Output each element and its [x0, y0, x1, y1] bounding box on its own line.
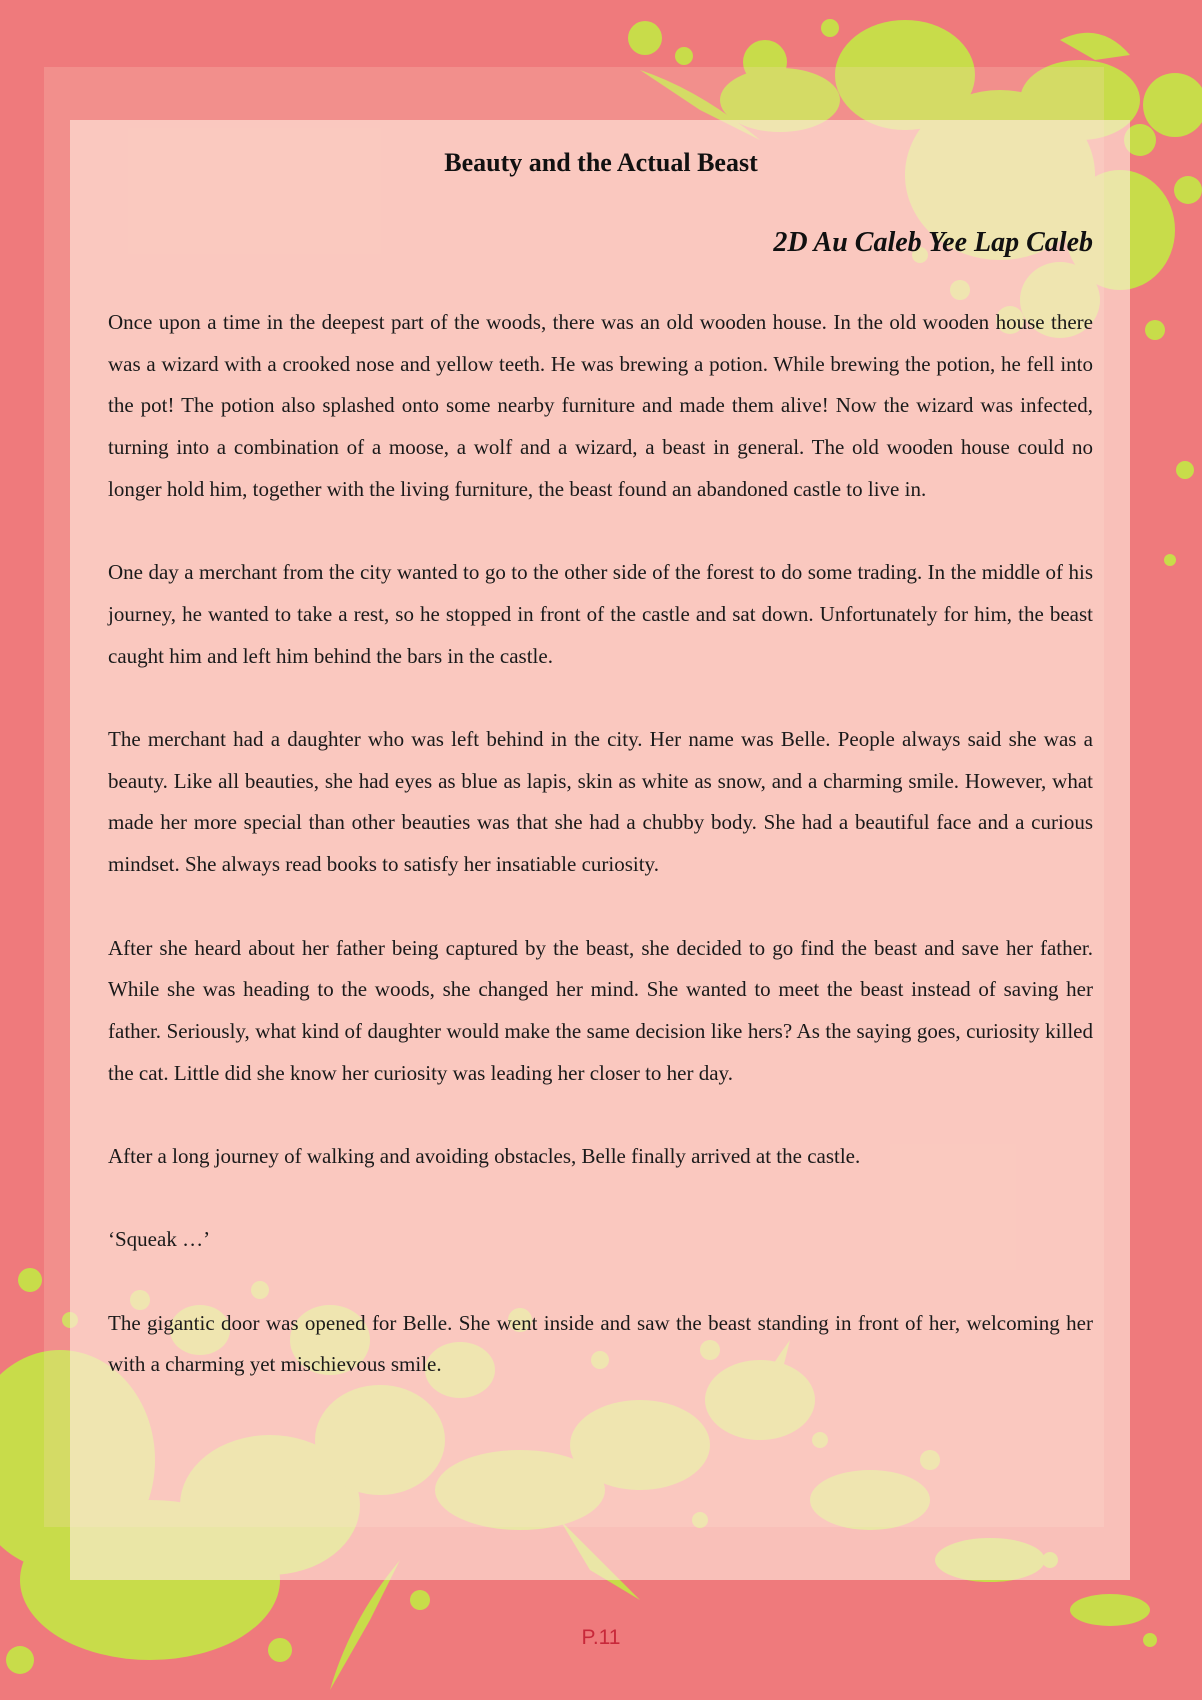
paragraph: One day a merchant from the city wanted to go to the other side of the forest to do some trading. In the middle of his journey, he wanted to take a rest, so he stopped in front of the castle and sat down. Unfortunately for him, the beast caught him and left him behind the bars in the castle. [108, 560, 1093, 668]
paragraph: ‘Squeak …’ [108, 1227, 211, 1252]
story-author: 2D Au Caleb Yee Lap Caleb [773, 227, 1093, 258]
story-body [108, 302, 1093, 1428]
paragraph: The gigantic door was opened for Belle. She went inside and saw the beast standing in front of her, welcoming her with a charming yet mischievous smile. [108, 1310, 1093, 1377]
paragraph: The merchant had a daughter who was left behind in the city. Her name was Belle. People always said she was a beauty. Like all beauties, she had eyes as blue as lapis, skin as white as snow, and a charming smile. However, what made her more special than other beauties was that she had a chubby body. She had a beautiful face and a curious mindset. She always read books to satisfy her insatiable curiosity. [108, 727, 1093, 877]
paragraph: After she heard about her father being captured by the beast, she decided to go find the beast and save her father. While she was heading to the woods, she changed her mind. She wanted to meet the beast instead of saving her father. Seriously, what kind of daughter would make the same decision like hers? As the saying goes, curiosity killed the cat. Little did she know her curiosity was leading her closer to her day. [108, 935, 1093, 1085]
page-number: P.11 [581, 1626, 621, 1649]
paragraph: After a long journey of walking and avoiding obstacles, Belle finally arrived at the castle. [108, 1144, 861, 1168]
story-title: Beauty and the Actual Beast [444, 148, 758, 177]
paragraph: Once upon a time in the deepest part of the woods, there was an old wooden house. In the old wooden house there was a wizard with a crooked nose and yellow teeth. He was brewing a potion. While brewing the potion, he fell into the pot! The potion also splashed onto some nearby furniture and made them alive! Now the wizard was infected, turning into a combination of a moose, a wolf and a wizard, a beast in general. The old wooden house could no longer hold him, together with the living furniture, the beast found an abandoned castle to live in. [108, 310, 1093, 501]
